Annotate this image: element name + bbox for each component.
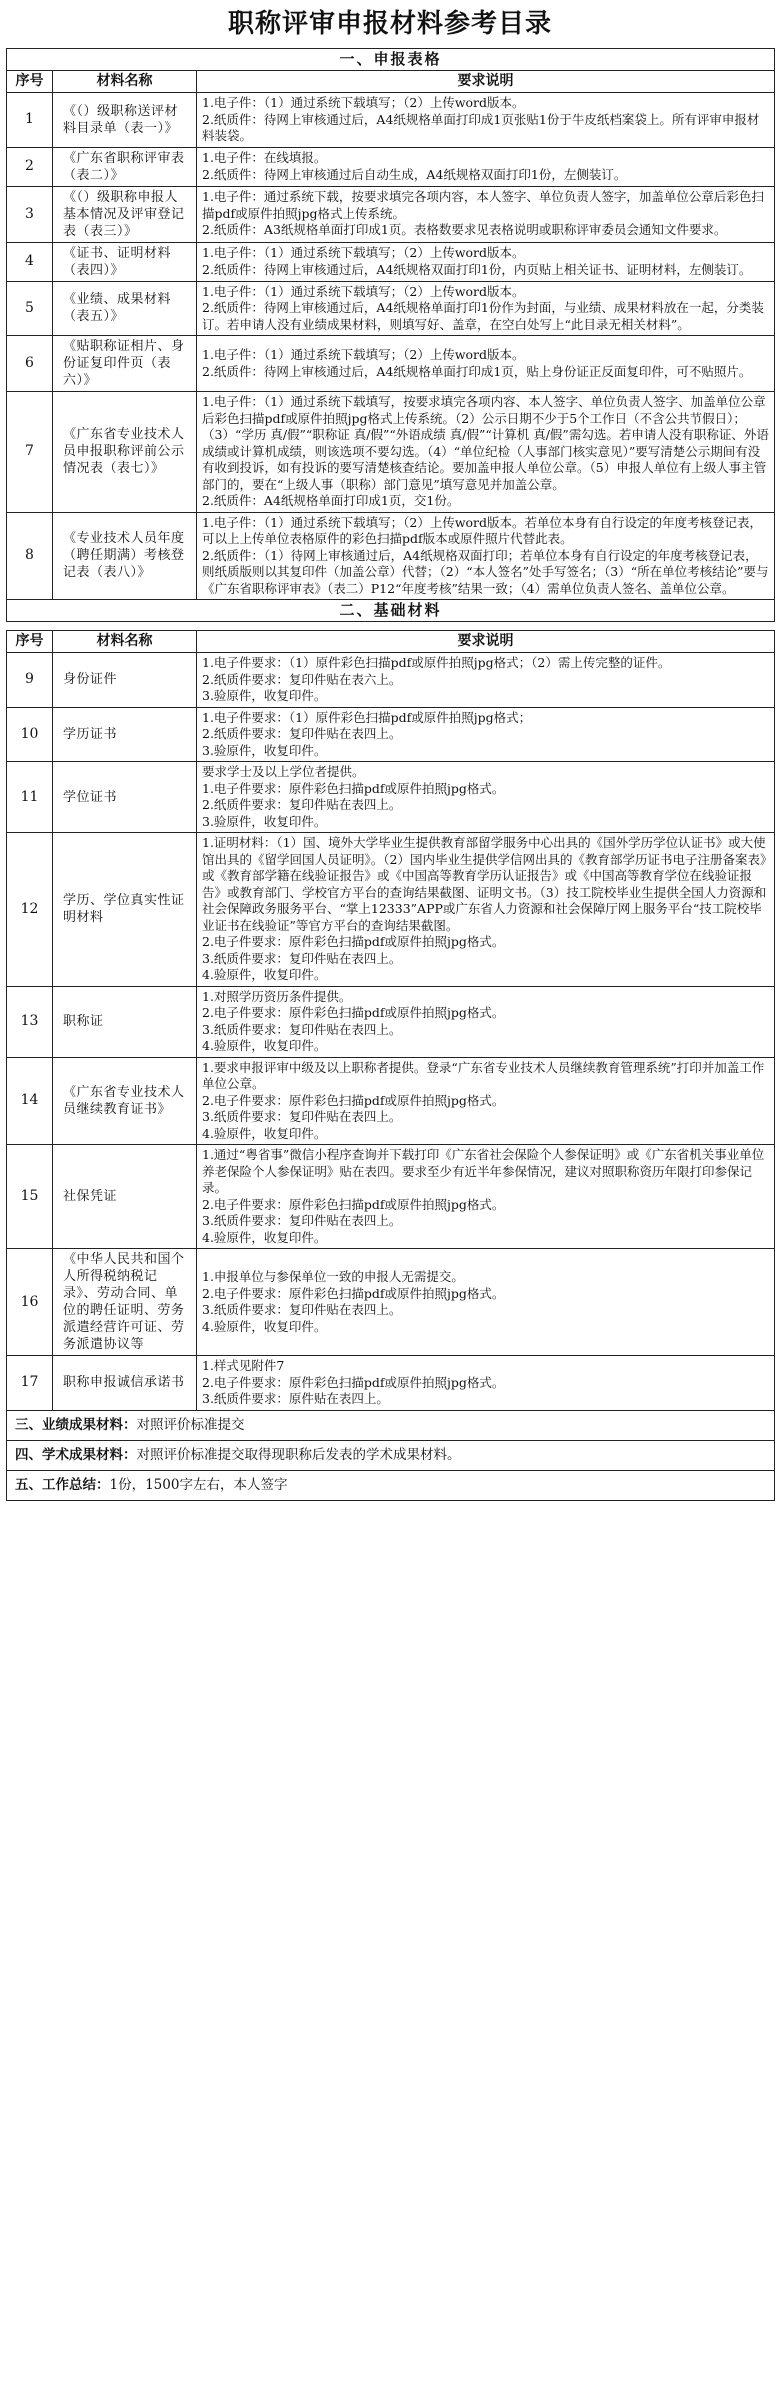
table-row bbox=[7, 833, 775, 987]
requirement-cell bbox=[197, 242, 775, 281]
requirement-line: 4.验原件，收复印件。 bbox=[202, 1125, 327, 1141]
requirement-line: 2.纸质件要求：复印件贴在表六上。 bbox=[202, 671, 402, 687]
requirement-line: 3.纸质件要求：复印件贴在表四上。 bbox=[202, 1109, 402, 1124]
row-number: 14 bbox=[7, 1057, 53, 1145]
requirement-line: 3.验原件，收复印件。 bbox=[202, 742, 327, 758]
requirement-line: 1.电子件：（1）通过系统下载填写；（2）上传word版本。 bbox=[202, 347, 525, 362]
table-row bbox=[7, 186, 775, 242]
requirement-cell bbox=[197, 1249, 775, 1356]
table-basic-materials bbox=[6, 630, 775, 1501]
requirement-line: 4.验原件，收复印件。 bbox=[202, 967, 327, 982]
requirement-line: 2.电子件要求：原件彩色扫描pdf或原件拍照jpg格式。 bbox=[202, 934, 505, 949]
row-number: 12 bbox=[7, 833, 53, 987]
requirement-line: 3.纸质件要求：复印件贴在表四上。 bbox=[202, 1021, 402, 1037]
requirement-cell bbox=[197, 1057, 775, 1145]
requirement-line: 1.对照学历资历条件提供。 bbox=[202, 988, 352, 1004]
requirement-line: 1.证明材料：（1）国、境外大学毕业生提供教育部留学服务中心出具的《国外学历学位认证书》或大使馆出具的《留学回国人员证明》。（2）国内毕业生提供学信网出具的《教育部学历证书电子注册备案表》或《教育部学籍在线验证报告》或《中国高等教育学历认证报告》或《中国高等教育学位在线验证报告》或教育部门、学校官方平台的查询结果截图、证明文书。（3）技工院校毕业生提供全国人力资源和社会保障政务服务平台、“掌上12333”APP或广东省人力资源和社会保障厅网上服务平台“技工院校毕业证书在线验证”等官方平台的查询结果截图。 bbox=[202, 835, 767, 933]
section-title-basic: 二、基础材料 bbox=[7, 600, 775, 622]
footer-text: 1份，1500字左右，本人签字 bbox=[109, 1476, 288, 1493]
requirement-cell bbox=[197, 147, 775, 186]
requirement-line: 4.验原件，收复印件。 bbox=[202, 1038, 327, 1053]
row-number: 3 bbox=[7, 186, 53, 242]
row-number: 1 bbox=[7, 93, 53, 148]
requirement-cell bbox=[197, 762, 775, 833]
requirement-cell bbox=[197, 1356, 775, 1411]
row-number: 16 bbox=[7, 1249, 53, 1356]
row-number: 7 bbox=[7, 392, 53, 513]
material-name: 《（）级职称送评材料目录单（表一）》 bbox=[53, 93, 197, 148]
requirement-line: 2.电子件要求：原件彩色扫描pdf或原件拍照jpg格式。 bbox=[202, 1196, 505, 1212]
material-name: 《（）级职称申报人基本情况及评审登记表（表三）》 bbox=[53, 186, 197, 242]
row-number: 15 bbox=[7, 1145, 53, 1249]
row-number: 4 bbox=[7, 242, 53, 281]
section-title-forms: 一、申报表格 bbox=[7, 49, 775, 71]
table-row bbox=[7, 707, 775, 762]
requirement-line: 1.电子件要求：（1）原件彩色扫描pdf或原件拍照jpg格式； bbox=[202, 709, 532, 725]
footer-cell bbox=[7, 1410, 775, 1440]
requirement-line: 3.验原件，收复印件。 bbox=[202, 813, 327, 829]
requirement-line: 3.纸质件要求：复印件贴在表四上。 bbox=[202, 1213, 402, 1228]
table-row bbox=[7, 281, 775, 336]
requirement-cell bbox=[197, 986, 775, 1057]
requirement-line: 4.验原件，收复印件。 bbox=[202, 1229, 327, 1245]
requirement-line: 1.要求申报评审中级及以上职称者提供。登录“广东省专业技术人员继续教育管理系统”打印并加盖工作单位公章。 bbox=[202, 1059, 765, 1091]
requirement-cell bbox=[197, 833, 775, 987]
requirement-line: 2.纸质件：A3纸规格单面打印成1页。表格数要求见表格说明或职称评审委员会通知文件要求。 bbox=[202, 222, 727, 238]
requirement-line: 2.纸质件：A4纸规格单面打印成1页，交1份。 bbox=[202, 493, 460, 508]
row-number: 10 bbox=[7, 707, 53, 762]
material-name: 学历证书 bbox=[53, 707, 197, 762]
row-number: 2 bbox=[7, 147, 53, 186]
table-row bbox=[7, 242, 775, 281]
footer-row bbox=[7, 1410, 775, 1440]
page-title: 职称评审申报材料参考目录 bbox=[227, 9, 552, 39]
requirement-line: 3.纸质件要求：原件贴在表四上。 bbox=[202, 1391, 389, 1406]
requirement-line: 3.验原件，收复印件。 bbox=[202, 688, 327, 703]
header-no: 序号 bbox=[7, 631, 53, 653]
table-row bbox=[7, 1057, 775, 1145]
requirement-line: 4.验原件，收复印件。 bbox=[202, 1318, 327, 1334]
footer-label: 五、工作总结： bbox=[15, 1476, 110, 1493]
requirement-cell bbox=[197, 336, 775, 392]
requirement-cell bbox=[197, 653, 775, 708]
material-name: 《广东省职称评审表（表二）》 bbox=[53, 147, 197, 186]
table-row bbox=[7, 1249, 775, 1356]
material-name: 职称证 bbox=[53, 986, 197, 1057]
table-forms bbox=[6, 48, 775, 622]
material-name: 身份证件 bbox=[53, 653, 197, 708]
header-req: 要求说明 bbox=[197, 71, 775, 93]
footer-cell bbox=[7, 1470, 775, 1500]
material-name: 《广东省专业技术人员继续教育证书》 bbox=[53, 1057, 197, 1145]
requirement-line: 2.电子件要求：原件彩色扫描pdf或原件拍照jpg格式。 bbox=[202, 1285, 505, 1301]
footer-text: 对照评价标准提交取得现职称后发表的学术成果材料。 bbox=[136, 1446, 461, 1463]
material-name: 《贴职称证相片、身份证复印件页（表六）》 bbox=[53, 336, 197, 392]
requirement-line: 1.电子件：（1）通过系统下载填写；（2）上传word版本。若单位本身有自行设定的年度考核登记表，可以上上传单位表格原件的彩色扫描pdf版本或原件照片代替此表。 bbox=[202, 514, 763, 546]
requirement-line: 1.电子件要求：（1）原件彩色扫描pdf或原件拍照jpg格式；（2）需上传完整的证件。 bbox=[202, 655, 671, 670]
material-name: 《业绩、成果材料（表五）》 bbox=[53, 281, 197, 336]
material-name: 《专业技术人员年度（聘任期满）考核登记表（表八）》 bbox=[53, 512, 197, 600]
material-name: 学历、学位真实性证明材料 bbox=[53, 833, 197, 987]
footer-row bbox=[7, 1470, 775, 1500]
material-name: 学位证书 bbox=[53, 762, 197, 833]
header-req: 要求说明 bbox=[197, 631, 775, 653]
table-row bbox=[7, 653, 775, 708]
material-name: 《中华人民共和国个人所得税纳税记录》、劳动合同、单位的聘任证明、劳务派遣经营许可证、劳务派遣协议等 bbox=[53, 1249, 197, 1356]
requirement-line: 1.电子件：（1）通过系统下载填写；（2）上传word版本。 bbox=[202, 95, 525, 110]
requirement-line: 1.申报单位与参保单位一致的申报人无需提交。 bbox=[202, 1269, 464, 1284]
footer-label: 四、学术成果材料： bbox=[15, 1446, 137, 1463]
requirement-cell bbox=[197, 512, 775, 600]
material-name: 社保凭证 bbox=[53, 1145, 197, 1249]
requirement-line: 2.纸质件：（1）待网上审核通过后，A4纸规格双面打印；若单位本身有自行设定的年度考核登记表，则纸质版则以其复印件（加盖公章）代替；（2）“本人签名”处手写签名；（3）“所在单位考核结论”要与《广东省职称评审表》（表二）P12“年度考核”结果一致；（4）需单位负责人签名、盖单位公章。 bbox=[202, 547, 769, 596]
table-row bbox=[7, 1356, 775, 1411]
table-row bbox=[7, 147, 775, 186]
requirement-line: 1.电子件：（1）通过系统下载填写；（2）上传word版本。 bbox=[202, 283, 525, 299]
table-row bbox=[7, 392, 775, 513]
requirement-cell bbox=[197, 1145, 775, 1249]
table-row bbox=[7, 1145, 775, 1249]
requirement-line: 2.电子件要求：原件彩色扫描pdf或原件拍照jpg格式。 bbox=[202, 1092, 505, 1108]
header-no: 序号 bbox=[7, 71, 53, 93]
material-name: 职称申报诚信承诺书 bbox=[53, 1356, 197, 1411]
header-name: 材料名称 bbox=[53, 631, 197, 653]
table-row bbox=[7, 93, 775, 148]
requirement-line: 3.纸质件要求：复印件贴在表四上。 bbox=[202, 950, 402, 966]
row-number: 9 bbox=[7, 653, 53, 708]
footer-row bbox=[7, 1440, 775, 1470]
table-row bbox=[7, 986, 775, 1057]
row-number: 5 bbox=[7, 281, 53, 336]
requirement-line: 2.纸质件：待网上审核通过后，A4纸规格单面打印1份作为封面，与业绩、成果材料放在一起，分类装订。若申请人没有业绩成果材料，则填写好、盖章，在空白处写上“此目录无相关材料”。 bbox=[202, 300, 764, 332]
requirement-cell bbox=[197, 707, 775, 762]
requirement-line: 1.电子件：（1）通过系统下载填写；（2）上传word版本。 bbox=[202, 245, 525, 260]
requirement-cell bbox=[197, 93, 775, 148]
requirement-line: 2.纸质件要求：复印件贴在表四上。 bbox=[202, 797, 402, 812]
material-name: 《证书、证明材料（表四）》 bbox=[53, 242, 197, 281]
footer-text: 对照评价标准提交 bbox=[136, 1416, 245, 1433]
requirement-line: 1.电子件要求：原件彩色扫描pdf或原件拍照jpg格式。 bbox=[202, 780, 505, 796]
header-name: 材料名称 bbox=[53, 71, 197, 93]
requirement-line: 要求学士及以上学位者提供。 bbox=[202, 764, 365, 779]
requirement-line: 3.纸质件要求：复印件贴在表四上。 bbox=[202, 1302, 402, 1317]
footer-label: 三、业绩成果材料： bbox=[15, 1416, 137, 1433]
requirement-line: 2.电子件要求：原件彩色扫描pdf或原件拍照jpg格式。 bbox=[202, 1374, 505, 1390]
footer-cell bbox=[7, 1440, 775, 1470]
row-number: 8 bbox=[7, 512, 53, 600]
material-name: 《广东省专业技术人员申报职称评前公示情况表（表七）》 bbox=[53, 392, 197, 513]
table-row bbox=[7, 336, 775, 392]
requirement-line: 1.电子件：通过系统下载，按要求填完各项内容，本人签字、单位负责人签字，加盖单位公章后彩色扫描pdf或原件拍照jpg格式上传系统。 bbox=[202, 189, 764, 221]
requirement-line: 1.样式见附件7 bbox=[202, 1358, 285, 1373]
requirement-line: 1.电子件：（1）通过系统下载填写，按要求填完各项内容、本人签字、单位负责人签字、加盖单位公章后彩色扫描pdf或原件拍照jpg格式上传系统。（2）公示日期不少于5个工作日（不含公共节假日）；（3）“学历 真/假”“职称证 真/假”“外语成绩 真/假”“计算机 真/假”需勾选。若申请人没有职称证、外语成绩或计算机成绩，则该选项不要勾选。（4）“单位纪检（人事部门核实意见）”要写清楚公示期间有没有收到投诉，如有投诉的要写清楚核查结论。要加盖申报人单位公章。（5）申报人单位有上级人事主管部门的，要在“上级人事（职称）部门意见”填写意见并加盖公章。 bbox=[202, 394, 769, 492]
row-number: 17 bbox=[7, 1356, 53, 1411]
requirement-cell bbox=[197, 281, 775, 336]
requirement-cell bbox=[197, 186, 775, 242]
row-number: 13 bbox=[7, 986, 53, 1057]
table-row bbox=[7, 762, 775, 833]
requirement-line: 2.纸质件：待网上审核通过后，A4纸规格单面打印成1页张贴1份于牛皮纸档案袋上。所有评审申报材料装袋。 bbox=[202, 111, 760, 143]
table-row bbox=[7, 512, 775, 600]
row-number: 6 bbox=[7, 336, 53, 392]
requirement-line: 2.纸质件：待网上审核通过后自动生成，A4纸规格双面打印1份，左侧装订。 bbox=[202, 166, 627, 182]
requirement-line: 1.电子件：在线填报。 bbox=[202, 150, 327, 165]
requirement-line: 2.纸质件：待网上审核通过后，A4纸规格单面打印成1页，贴上身份证正反面复印件，可不贴照片。 bbox=[202, 363, 752, 379]
requirement-line: 2.纸质件要求：复印件贴在表四上。 bbox=[202, 726, 402, 741]
requirement-line: 2.电子件要求：原件彩色扫描pdf或原件拍照jpg格式。 bbox=[202, 1005, 505, 1020]
row-number: 11 bbox=[7, 762, 53, 833]
requirement-line: 1.通过“粤省事”微信小程序查询并下载打印《广东省社会保险个人参保证明》或《广东省机关事业单位养老保险个人参保证明》贴在表四。要求至少有近半年参保情况，建议对照职称资历年限打印参保记录。 bbox=[202, 1147, 765, 1195]
requirement-line: 2.纸质件：待网上审核通过后，A4纸规格双面打印1份，内页贴上相关证书、证明材料，左侧装订。 bbox=[202, 261, 752, 277]
requirement-cell bbox=[197, 392, 775, 513]
